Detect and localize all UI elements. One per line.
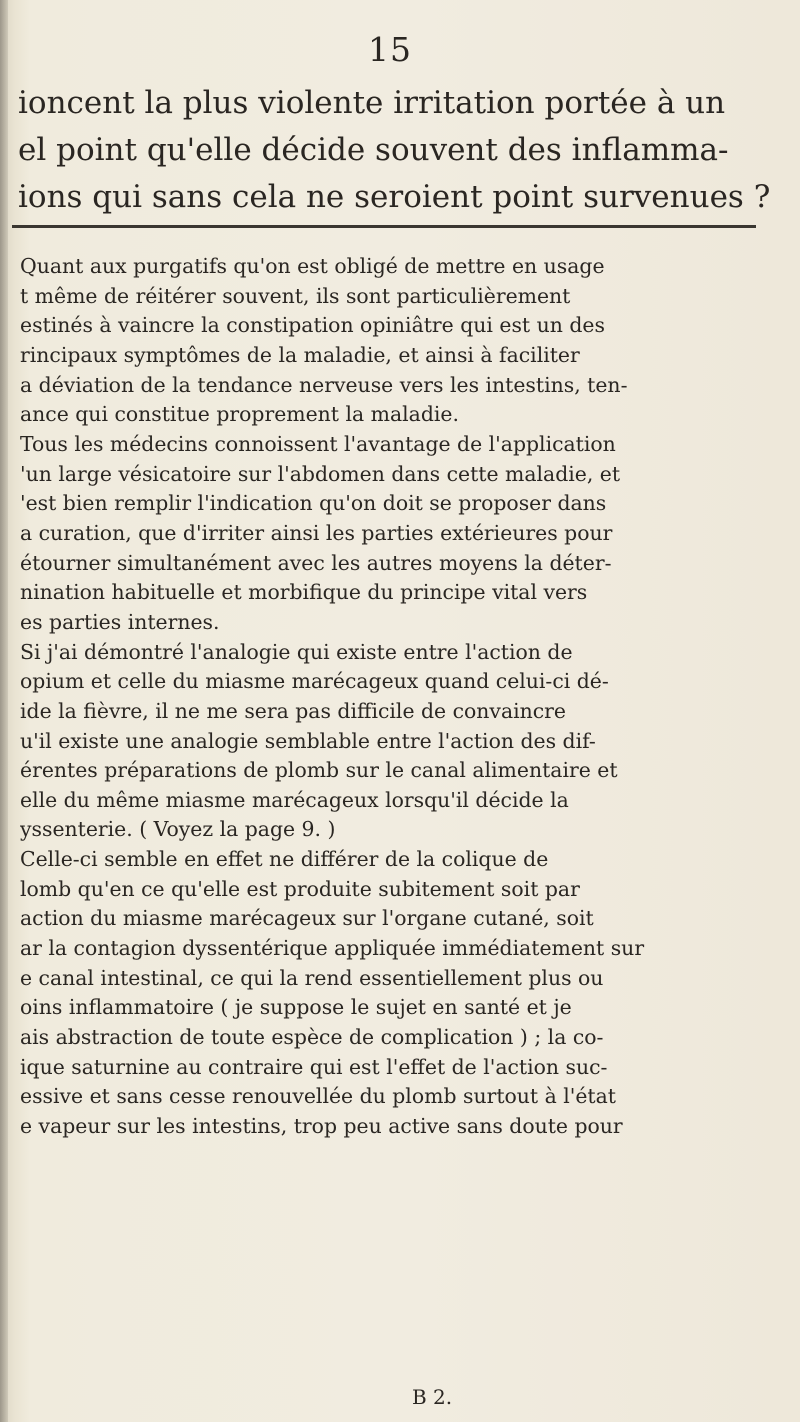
note-line: a curation, que d'irriter ainsi les parties extérieures pour	[20, 520, 613, 545]
note-line: es parties internes.	[20, 609, 220, 634]
binding-edge	[0, 0, 8, 1422]
note-line: estinés à vaincre la constipation opiniâtre qui est un des	[20, 313, 605, 338]
note-line: étourner simultanément avec les autres moyens la déter-	[20, 550, 612, 575]
note-line: 'un large vésicatoire sur l'abdomen dans cette maladie, et	[20, 461, 621, 486]
note-line: elle du même miasme marécageux lorsqu'il décide la	[20, 787, 569, 812]
note-line: yssenterie. ( Voyez la page 9. )	[20, 817, 336, 842]
note-line: a déviation de la tendance nerveuse vers les intestins, ten-	[20, 372, 628, 397]
note-line: ique saturnine au contraire qui est l'effet de l'action suc-	[20, 1054, 608, 1079]
note-line: Celle-ci semble en effet ne différer de la colique de	[20, 847, 549, 872]
note-line: nination habituelle et morbifique du principe vital vers	[20, 580, 588, 605]
note-line: ar la contagion dyssentérique appliquée immédiatement sur	[20, 936, 645, 961]
footnote-rule	[12, 225, 756, 228]
note-line: essive et sans cesse renouvellée du plomb surtout à l'état	[20, 1084, 616, 1109]
note-line: rincipaux symptômes de la maladie, et ainsi à faciliter	[20, 342, 580, 367]
note-line: e vapeur sur les intestins, trop peu active sans doute pour	[20, 1114, 623, 1139]
text-line: ioncent la plus violente irritation portée à un	[18, 85, 726, 121]
note-line: ide la fièvre, il ne me sera pas difficile de convaincre	[20, 698, 566, 723]
note-line: Quant aux purgatifs qu'on est obligé de mettre en usage	[20, 254, 605, 278]
text-line: ions qui sans cela ne seroient point survenues ?	[18, 179, 771, 215]
note-line: Si j'ai démontré l'analogie qui existe entre l'action de	[20, 639, 573, 664]
note-line: érentes préparations de plomb sur le canal alimentaire et	[20, 758, 618, 783]
main-text	[18, 80, 788, 221]
signature-mark: B 2.	[412, 1385, 453, 1409]
text-line: el point qu'elle décide souvent des inflamma-	[18, 132, 729, 168]
note-line: u'il existe une analogie semblable entre l'action des dif-	[20, 728, 596, 753]
note-line: e canal intestinal, ce qui la rend essentiellement plus ou	[20, 965, 604, 990]
note-line: oins inflammatoire ( je suppose le sujet en santé et je	[20, 995, 572, 1020]
page-number: 15	[368, 30, 412, 69]
note-line: opium et celle du miasme marécageux quand celui-ci dé-	[20, 669, 609, 694]
note-line: ance qui constitue proprement la maladie.	[20, 402, 459, 427]
note-line: 'est bien remplir l'indication qu'on doit se proposer dans	[20, 491, 607, 516]
note-line: t même de réitérer souvent, ils sont particulièrement	[20, 283, 571, 308]
footnote-text	[20, 252, 780, 1142]
note-line: action du miasme marécageux sur l'organe cutané, soit	[20, 906, 594, 931]
note-line: lomb qu'en ce qu'elle est produite subitement soit par	[20, 876, 580, 901]
note-line: Tous les médecins connoissent l'avantage de l'application	[20, 431, 616, 456]
note-line: ais abstraction de toute espèce de complication ) ; la co-	[20, 1025, 604, 1050]
